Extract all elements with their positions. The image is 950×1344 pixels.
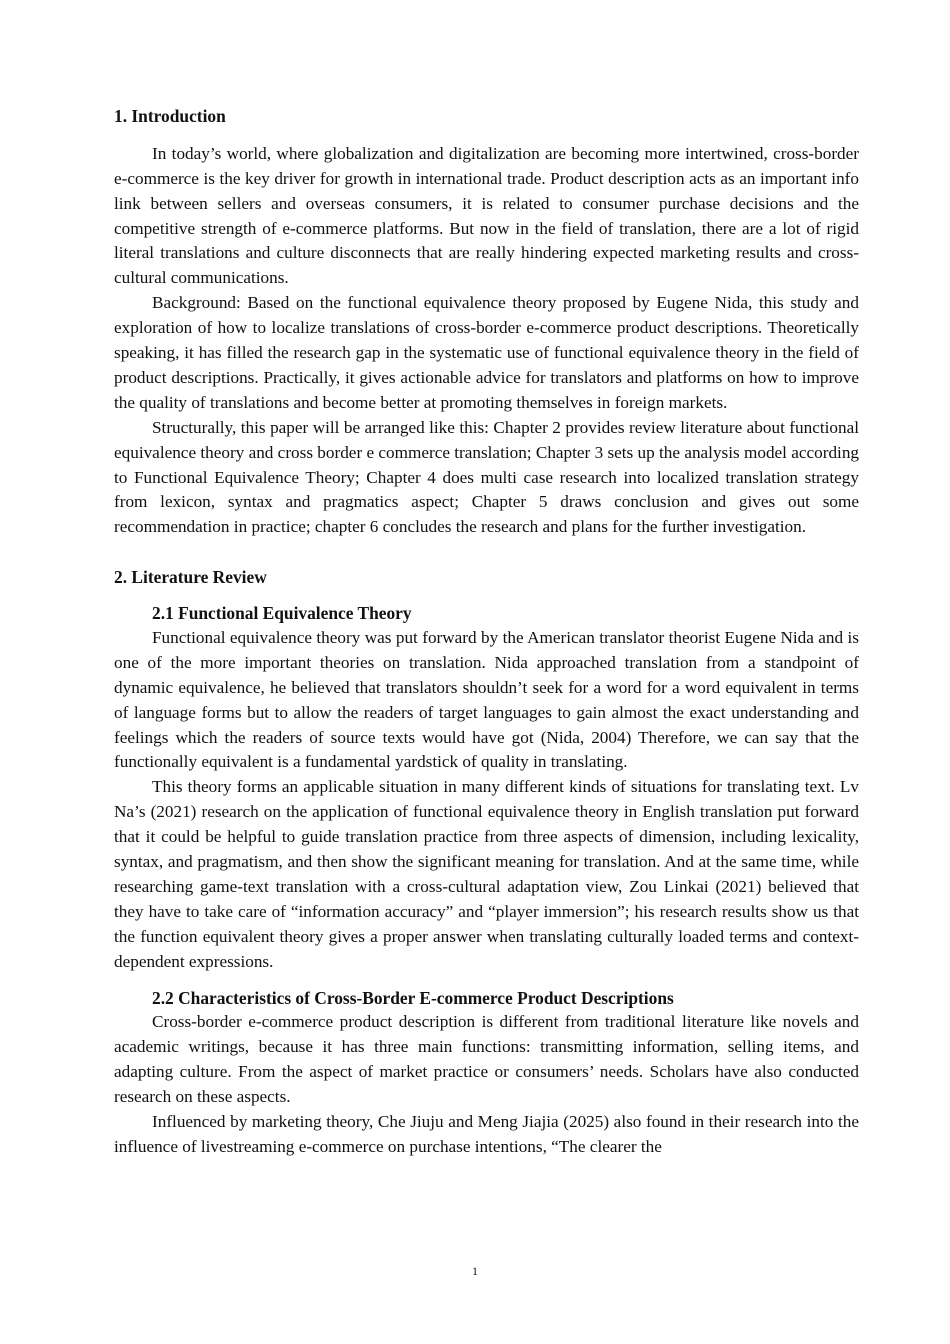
body-paragraph: This theory forms an applicable situation in many different kinds of situations for translating text. Lv Na’s (2021) research on the application of functional equivalence theory in English translation put forward that it could be helpful to guide translation practice from three aspects of dimension, including lexicality, syntax, and pragmatism, and then show the significant meaning for translation. And at the same time, while researching game-text translation with a cross-cultural adaptation view, Zou Linkai (2021) believed that they have to take care of “information accuracy” and “player immersion”; his research results show us that the function equivalent theory gives a proper answer when translating culturally loaded terms and context-dependent expressions.	[114, 777, 859, 971]
page-number: 1	[472, 1264, 478, 1278]
body-paragraph: Background: Based on the functional equivalence theory proposed by Eugene Nida, this study and exploration of how to localize translations of cross-border e-commerce product descriptions. Theoretically speaking, it has filled the research gap in the systematic use of functional equivalence theory in the field of product descriptions. Practically, it gives actionable advice for translators and platforms on how to improve the quality of translations and become better at promoting themselves in foreign markets.	[114, 293, 859, 412]
section-title-introduction: 1. Introduction	[114, 106, 226, 126]
section-title-literature-review: 2. Literature Review	[114, 567, 267, 588]
body-paragraph: Functional equivalence theory was put forward by the American translator theorist Eugene Nida and is one of the more important theories on translation. Nida approached translation from a standpoint of dynamic equivalence, he believed that translators shouldn’t seek for a word for a word equivalent in terms of language forms but to allow the readers of target languages to gain almost the exact understanding and feelings which the readers of source texts would have got (Nida, 2004) Therefore, we can say that the functionally equivalent is a fundamental yardstick of quality in translating.	[114, 627, 859, 772]
body-paragraph: Cross-border e-commerce product description is different from traditional literature like novels and academic writings, because it has three main functions: transmitting information, selling items, and adapting culture. From the aspect of market practice or consumers’ needs. Scholars have also conducted research on these aspects.	[114, 1012, 859, 1107]
body-paragraph: Structurally, this paper will be arranged like this: Chapter 2 provides review literature about functional equivalence theory and cross border e commerce translation; Chapter 3 sets up the analysis model according to Functional Equivalence Theory; Chapter 4 does multi case research into localized translation strategy from lexicon, syntax and pragmatics aspect; Chapter 5 draws conclusion and gives out some recommendation in practice; chapter 6 concludes the research and plans for the further investigation.	[114, 417, 860, 537]
body-paragraph: Influenced by marketing theory, Che Jiuju and Meng Jiajia (2025) also found in their research into the influence of livestreaming e-commerce on purchase intentions, “The clearer the	[114, 1112, 859, 1156]
subsection-title-functional-equivalence: 2.1 Functional Equivalence Theory	[152, 603, 412, 624]
body-paragraph: In today’s world, where globalization and digitalization are becoming more intertwined, cross-border e-commerce is the key driver for growth in international trade. Product description acts as an important info link between sellers and overseas consumers, it is related to consumer purchase decisions and the competitive strength of e-commerce platforms. But now in the field of translation, there are a lot of rigid literal translations and culture disconnects that are really hindering expected marketing results and cross-cultural communications.	[114, 143, 859, 288]
subsection-title-product-descriptions: 2.2 Characteristics of Cross-Border E-commerce Product Descriptions	[152, 987, 674, 1008]
page-content	[114, 104, 859, 1160]
